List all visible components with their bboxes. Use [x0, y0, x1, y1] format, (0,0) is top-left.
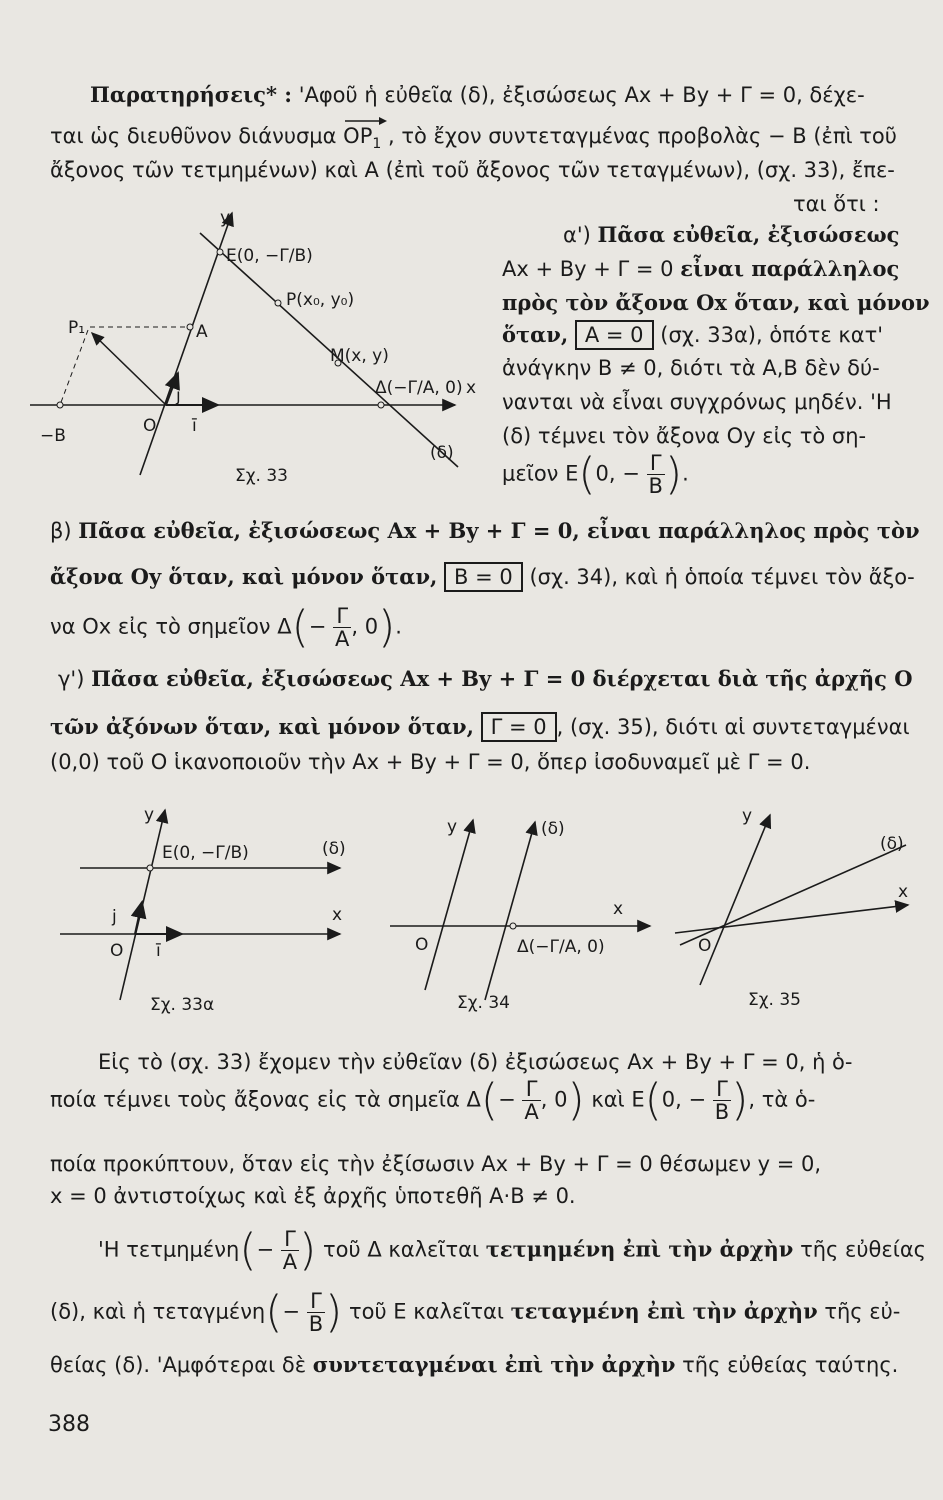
intro-label: Παρατηρήσεις* :: [90, 82, 292, 107]
fig33a-y-axis: [120, 810, 165, 1000]
closing-text-5c: τοῦ Δ καλεῖται: [323, 1237, 480, 1262]
intro-text-2a: ται ὡς διευθῦνον διάνυσμα: [50, 124, 337, 148]
alpha-point-end: .: [682, 461, 689, 486]
figure-33a: [60, 800, 345, 1025]
beta-fig-ref: (σχ. 34), καὶ ἡ ὁποία τέμνει τὸν ἄξο-: [529, 565, 915, 589]
fraction-num: Γ: [649, 451, 662, 475]
fig34-line-delta: [485, 822, 535, 1000]
fig35-caption: Σχ. 35: [748, 990, 802, 1010]
fig33-point-a: [187, 324, 193, 330]
closing-line-7: [50, 1352, 898, 1377]
fig33a-label-y: y: [144, 805, 155, 825]
gamma-label: γ'): [58, 667, 85, 691]
beta-heading: Πᾶσα εὐθεῖα, ἐξισώσεως Ax + By + Γ = 0, εἶναι παράλληλος πρὸς τὸν: [78, 518, 920, 543]
closing-text-6a: (δ), καὶ ἡ τεταγμένη: [50, 1299, 266, 1324]
gamma-line-3: (0,0) τοῦ O ἱκανοποιοῦν τὴν Ax + By + Γ = 0, ὅπερ ἰσοδυναμεῖ μὲ Γ = 0.: [50, 750, 811, 774]
fig33-label-e: E(0, −Γ/B): [226, 246, 313, 266]
closing-line-6: [50, 1286, 901, 1338]
fraction-den: B: [714, 1100, 730, 1124]
beta-coord: , 0: [351, 614, 379, 639]
fraction-gamma-b: [647, 452, 665, 497]
intro-text-2b: , τὸ ἔχον συντεταγμένας προβολὰς − B (ἐπὶ τοῦ: [387, 124, 897, 148]
fraction-gamma-b: [713, 1078, 731, 1123]
fig33-label-m: M(x, y): [330, 346, 389, 366]
closing-coord-1: , 0: [540, 1087, 568, 1112]
fig33-label-minus-b: −B: [40, 426, 66, 446]
paren-open: (: [265, 1286, 283, 1338]
closing-text-5a: 'Η τετμημένη: [98, 1237, 240, 1262]
closing-text-2d: καὶ E: [591, 1087, 645, 1112]
beta-text: ἄξονα Oy ὅταν, καὶ μόνον ὅταν,: [50, 564, 438, 589]
closing-line-1: Εἰς τὸ (σχ. 33) ἔχομεν τὴν εὐθεῖαν (δ) ἐξισώσεως Ax + By + Γ = 0, ἡ ὁ-: [98, 1050, 853, 1074]
vector-op-sub: 1: [372, 136, 382, 153]
fig33a-label-x: x: [332, 905, 343, 925]
alpha-label: α'): [563, 223, 591, 247]
gamma-line-2: [50, 712, 910, 742]
alpha-equation: Ax + By + Γ = 0: [502, 257, 674, 281]
fig35-label-delta: (δ): [880, 834, 904, 854]
fig35-line-delta: [680, 845, 909, 945]
fig35-label-o: O: [698, 936, 712, 956]
alpha-line-7: (δ) τέμνει τὸν ἄξονα Oy εἰς τὸ ση-: [502, 424, 867, 448]
fig35-x-axis: [675, 905, 908, 933]
figure-33: [40, 205, 500, 500]
alpha-line-8: [502, 448, 689, 500]
fraction-num: Γ: [525, 1077, 538, 1101]
fig33-label-j: j: [176, 386, 181, 406]
closing-text-7c: τῆς εὐθείας ταύτης.: [682, 1353, 899, 1377]
alpha-line-3: πρὸς τὸν ἄξονα Ox ὅταν, καὶ μόνον: [502, 290, 930, 315]
paren-open: (: [239, 1224, 257, 1276]
closing-text-7a: θείας (δ). 'Αμφότεραι δὲ: [50, 1353, 307, 1377]
paren-close: ): [378, 601, 396, 653]
fraction-den: A: [335, 627, 350, 651]
fraction-num: Γ: [284, 1227, 296, 1251]
fig33-dash-v: [60, 330, 88, 405]
closing-text-2f: , τὰ ὁ-: [748, 1087, 816, 1112]
alpha-point-coords: 0, −: [595, 461, 640, 486]
gamma-heading: Πᾶσα εὐθεῖα, ἐξισώσεως Ax + By + Γ = 0 διέρχεται διὰ τῆς ἀρχῆς O: [91, 666, 913, 691]
paren-close: ): [299, 1224, 317, 1276]
paren-close: ): [731, 1074, 749, 1126]
closing-text-2a: ποία τέμνει τοὺς ἄξονας εἰς τὰ σημεῖα Δ: [50, 1087, 481, 1112]
figure-34: [385, 810, 655, 1025]
closing-minus-5: −: [256, 1237, 275, 1262]
gamma-text: τῶν ἀξόνων ὅταν, καὶ μόνον ὅταν,: [50, 714, 474, 739]
fig35-label-y: y: [742, 806, 753, 826]
fig34-label-y: y: [447, 817, 458, 837]
fraction-gamma-a: [522, 1078, 540, 1123]
fig33a-label-delta: (δ): [322, 839, 346, 859]
fig34-y-axis: [425, 820, 473, 990]
beta-condition-box: B = 0: [444, 562, 523, 592]
fig33-point-minus-b: [57, 402, 63, 408]
alpha-when: ὅταν,: [502, 322, 569, 347]
alpha-line-2: [502, 256, 899, 281]
fig33-label-i: ī: [192, 416, 197, 436]
alpha-line-1: [563, 222, 899, 247]
closing-line-3: ποία προκύπτουν, ὅταν εἰς τὴν ἐξίσωσιν Ax + By + Γ = 0 θέσωμεν y = 0,: [50, 1152, 822, 1176]
fig35-label-x: x: [898, 882, 909, 902]
paren-open: (: [644, 1074, 662, 1126]
closing-coord-2: 0, −: [661, 1087, 707, 1112]
alpha-parallel: εἶναι παράλληλος: [680, 256, 900, 281]
fraction-gamma-b: [307, 1290, 325, 1335]
fraction-num: Γ: [716, 1077, 728, 1101]
intro-line-3: ἄξονος τῶν τετμημένων) καὶ A (ἐπὶ τοῦ ἄξονος τῶν τεταγμένων), (σχ. 33), ἔπε-: [50, 158, 895, 182]
fig33-label-x: x: [466, 378, 477, 398]
fraction-num: Γ: [336, 604, 349, 628]
fig33a-unit-j: [135, 902, 142, 934]
fig33-point-e: [217, 249, 223, 255]
paren-open: (: [578, 448, 596, 500]
fraction-gamma-a: [333, 605, 351, 650]
fraction-den: A: [282, 1250, 298, 1274]
fraction-den: B: [648, 474, 663, 498]
fig34-label-d: Δ(−Γ/A, 0): [517, 937, 605, 957]
fraction-num: Γ: [310, 1289, 322, 1313]
fig33a-caption: Σχ. 33α: [150, 995, 215, 1015]
fig33-label-y: y: [220, 208, 231, 228]
closing-line-5: [98, 1224, 927, 1276]
paren-close: ): [664, 448, 683, 500]
alpha-fig-ref: (σχ. 33α), ὁπότε κατ': [660, 323, 883, 347]
closing-text-6c: τοῦ E καλεῖται: [348, 1299, 504, 1324]
gamma-condition-box: Γ = 0: [481, 712, 557, 742]
fig34-label-x: x: [613, 899, 624, 919]
gamma-fig-ref: , (σχ. 35), διότι αἱ συντεταγμέναι: [556, 715, 910, 739]
fig34-point-d: [510, 923, 516, 929]
paren-open: (: [291, 601, 309, 653]
vector-op1: [343, 124, 381, 152]
alpha-condition-box: A = 0: [575, 320, 654, 350]
beta-line-3: [50, 601, 402, 653]
fig33-point-p: [275, 300, 281, 306]
paren-open: (: [480, 1074, 499, 1126]
alpha-line-6: νανται νὰ εἶναι συγχρόνως μηδέν. 'Η: [502, 390, 892, 414]
paren-close: ): [325, 1286, 343, 1338]
intro-text-1: 'Αφοῦ ἡ εὐθεῖα (δ), ἐξισώσεως Ax + By + Γ = 0, δέχε-: [298, 83, 865, 107]
closing-term-coordinates: συντεταγμέναι ἐπὶ τὴν ἀρχὴν: [312, 1352, 676, 1377]
fig33-label-a: A: [196, 322, 208, 342]
fig35-y-axis: [700, 815, 770, 985]
closing-term-ordinate: τεταγμένη ἐπὶ τὴν ἀρχὴν: [510, 1298, 818, 1324]
vector-op-label: OP: [343, 124, 373, 148]
fig33a-label-o: O: [110, 941, 124, 961]
beta-label: β): [50, 519, 72, 543]
fig33-label-delta: (δ): [430, 443, 454, 463]
alpha-point-word: μεῖον: [502, 461, 559, 486]
fig34-label-delta: (δ): [541, 819, 565, 839]
closing-text-5e: τῆς εὐθείας: [800, 1237, 927, 1262]
beta-point-text: να Ox εἰς τὸ σημεῖον Δ: [50, 614, 292, 639]
fig33a-point-e: [147, 865, 153, 871]
closing-line-4: x = 0 ἀντιστοίχως καὶ ἐξ ἀρχῆς ὑποτεθῆ A·B ≠ 0.: [50, 1184, 576, 1208]
fig34-caption: Σχ. 34: [457, 993, 511, 1013]
alpha-line-5: ἀνάγκην B ≠ 0, διότι τὰ A,B δὲν δύ-: [502, 356, 880, 380]
closing-minus-1: −: [498, 1087, 516, 1112]
fig33-vector-op1: [92, 333, 166, 405]
beta-line-1: [50, 518, 920, 543]
alpha-heading: Πᾶσα εὐθεῖα, ἐξισώσεως: [597, 222, 900, 247]
beta-line-2: [50, 562, 915, 592]
fig33-label-o: O: [143, 416, 157, 436]
vector-arrow-icon: [343, 116, 389, 126]
fraction-den: A: [524, 1100, 539, 1124]
fig33-caption: Σχ. 33: [235, 466, 289, 486]
fig33-label-p: P(x₀, y₀): [286, 290, 355, 310]
fig33a-label-i: ī: [156, 941, 161, 961]
closing-minus-6: −: [282, 1299, 301, 1324]
closing-text-6e: τῆς εὐ-: [824, 1299, 901, 1324]
beta-end: .: [395, 614, 402, 639]
intro-line-2: [50, 124, 897, 152]
fig33a-label-e: E(0, −Γ/B): [162, 843, 249, 863]
fig33a-label-j: j: [112, 907, 117, 927]
page-number: 388: [48, 1412, 90, 1437]
alpha-line-4: [502, 320, 883, 350]
fraction-den: B: [308, 1312, 324, 1336]
intro-line-1: [90, 82, 865, 107]
gamma-line-1: [58, 666, 913, 691]
figure-35: [670, 805, 915, 1025]
fig33-label-d: Δ(−Γ/A, 0): [375, 378, 463, 398]
alpha-point-e: E: [565, 461, 579, 486]
paren-close: ): [567, 1074, 585, 1126]
fig34-label-o: O: [415, 935, 429, 955]
intro-line-4: ται ὅτι :: [793, 192, 880, 216]
beta-minus: −: [308, 614, 327, 639]
closing-term-abscissa: τετμημένη ἐπὶ τὴν ἀρχὴν: [485, 1236, 794, 1262]
closing-line-2: [50, 1074, 816, 1126]
fig33-line-delta: [200, 233, 458, 467]
fig33-label-p1: P₁: [68, 318, 86, 338]
fig33-point-d: [378, 402, 384, 408]
fraction-gamma-a: [281, 1228, 299, 1273]
